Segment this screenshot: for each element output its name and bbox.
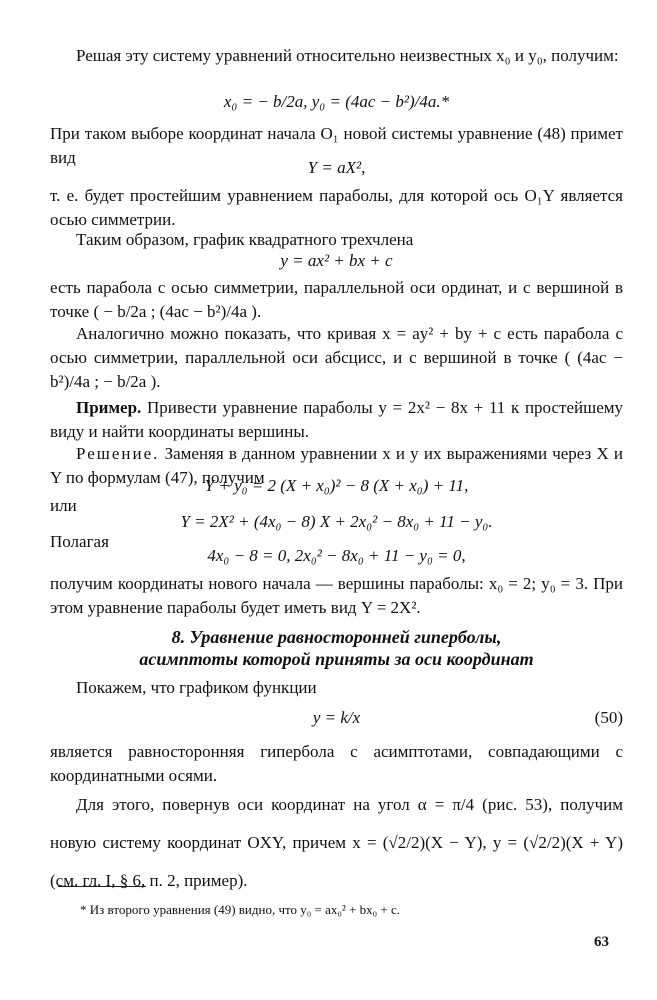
simplest-parabola-equation: Y = aX², bbox=[307, 158, 366, 177]
footnote-divider bbox=[58, 886, 146, 887]
vertex-formula: x₀ = − b/2a, y₀ = (4ac − b²)/4a.* bbox=[223, 92, 450, 111]
example-label: Пример. bbox=[76, 398, 142, 417]
paragraph-equilateral-hyperbola: является равносторонняя гипербола с асимптотами, совпадающими с координатными осями. bbox=[50, 742, 623, 785]
paragraph-symmetry-axis: т. е. будет простейшим уравнением параболы, для которой ось O₁Y является осью симметрии. bbox=[50, 186, 623, 229]
hyperbola-function: y = k/x bbox=[312, 708, 361, 727]
substituted-equation: Y + y₀ = 2 (X + x₀)² − 8 (X + x₀) + 11, bbox=[204, 476, 469, 495]
page-number: 63 bbox=[594, 934, 609, 950]
section-heading bbox=[50, 626, 623, 670]
paragraph-parabola-vertex: есть парабола с осью симметрии, параллельной оси ординат, и с вершиной в точке ( − b/2a ; (4ac − b²)/4a ). bbox=[50, 278, 623, 321]
paragraph-axis-rotation: Для этого, повернув оси координат на угол α = π/4 (рис. 53), получим новую систему координат OXY, причем x = (√2/2)(X − Y), y = (√2/2)(X + Y) (см. гл. I, § 6, п. 2, пример). bbox=[50, 795, 623, 890]
paragraph-new-origin: При таком выборе координат начала O₁ новой системы уравнение (48) примет вид bbox=[50, 124, 623, 167]
quadratic-trinomial-equation: y = ax² + bx + c bbox=[280, 251, 393, 270]
paragraph-horizontal-parabola: Аналогично можно показать, что кривая x = ay² + by + c есть парабола с осью симметрии, параллельной оси абсцисс, и с вершиной в точке ( (4ac − b²)/4a ; − b/2a ). bbox=[50, 324, 623, 391]
paragraph-show-function: Покажем, что графиком функции bbox=[76, 678, 317, 697]
solution-label: Решение. bbox=[76, 444, 160, 463]
section-heading-line2: асимптоты которой приняты за оси координат bbox=[139, 649, 534, 669]
paragraph-vertex-result: получим координаты нового начала — вершины параболы: x₀ = 2; y₀ = 3. При этом уравнение параболы будет иметь вид Y = 2X². bbox=[50, 574, 623, 617]
example-text: Привести уравнение параболы y = 2x² − 8x + 11 к простейшему виду и найти координаты вершины. bbox=[50, 398, 623, 441]
word-setting: Полагая bbox=[50, 532, 109, 551]
intro-paragraph: Решая эту систему уравнений относительно неизвестных x₀ и y₀, получим: bbox=[76, 46, 619, 65]
word-or: или bbox=[50, 496, 77, 515]
equation-number: (50) bbox=[594, 708, 623, 727]
expanded-equation: Y = 2X² + (4x₀ − 8) X + 2x₀² − 8x₀ + 11 − y₀. bbox=[180, 512, 493, 531]
example-paragraph bbox=[50, 396, 623, 444]
paragraph-quadratic-trinomial: Таким образом, график квадратного трехчлена bbox=[76, 230, 414, 249]
solution-text: Заменяя в данном уравнении x и y их выражениями через X и Y по формулам (47), получим bbox=[50, 444, 623, 487]
footnote: * Из второго уравнения (49) видно, что y₀ = ax₀² + bx₀ + c. bbox=[80, 902, 401, 917]
vertex-conditions: 4x₀ − 8 = 0, 2x₀² − 8x₀ + 11 − y₀ = 0, bbox=[207, 546, 466, 565]
section-heading-line1: 8. Уравнение равносторонней гиперболы, bbox=[171, 627, 502, 647]
